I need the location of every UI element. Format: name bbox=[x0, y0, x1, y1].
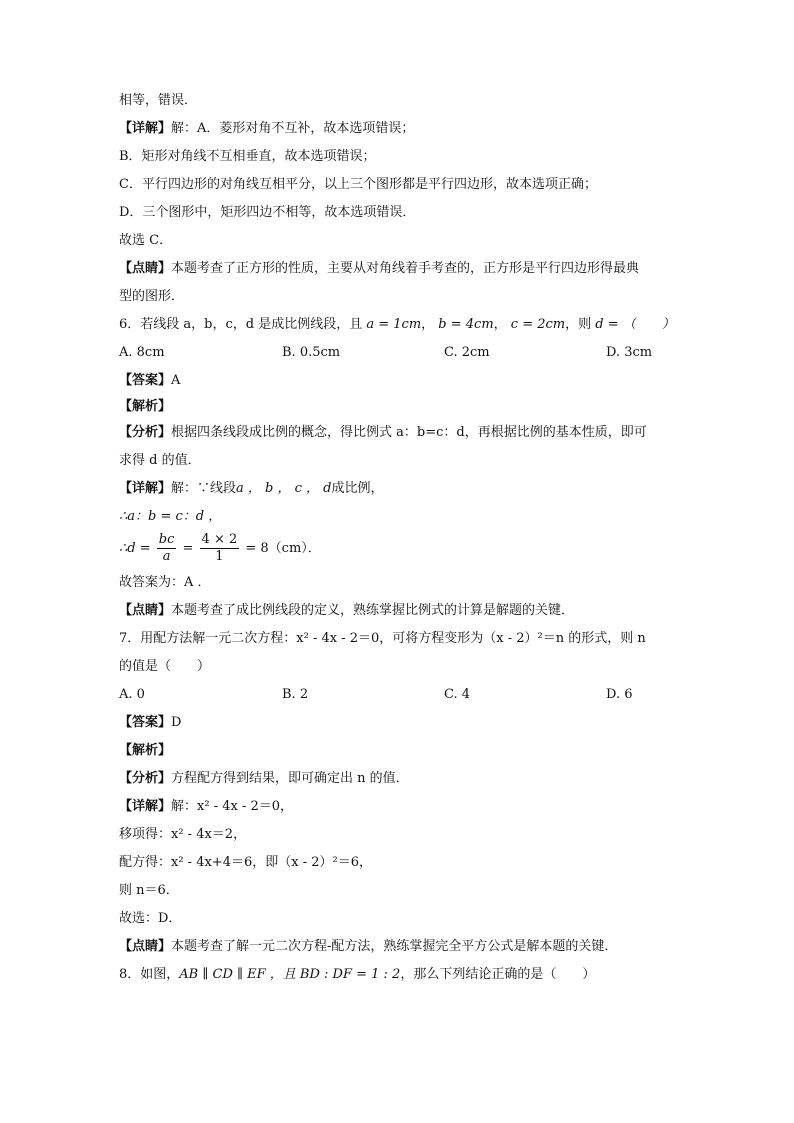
text-line: C．平行四边形的对角线互相平分，以上三个图形都是平行四边形，故本选项正确； bbox=[119, 177, 597, 192]
option-c: C. 2cm bbox=[444, 345, 490, 360]
text-line: 配方得：x² - 4x+4＝6，即（x - 2）²＝6， bbox=[119, 855, 372, 870]
text-line: D．三个图形中，矩形四边不相等，故本选项错误． bbox=[119, 205, 416, 220]
option-b: B. 0.5cm bbox=[282, 345, 341, 360]
option-c: C. 4 bbox=[444, 687, 471, 702]
text-line: 移项得：x² - 4x＝2， bbox=[119, 827, 247, 842]
question-6-stem: 6．若线段 a，b，c，d 是成比例线段，且 a = 1cm， b = 4cm， c = 2cm，则 d = （ ） bbox=[119, 317, 675, 332]
question-7-stem: 的值是（ ） bbox=[119, 659, 211, 674]
text-line: 【详解】解：∵线段a ， b ， c ， d成比例， bbox=[119, 481, 384, 496]
text-line: B．矩形对角线不互相垂直，故本选项错误； bbox=[119, 149, 376, 164]
answer-line: 【答案】D bbox=[119, 715, 182, 730]
text-line: 【点睛】本题考查了成比例线段的定义，熟练掌握比例式的计算是解题的关键． bbox=[119, 603, 575, 618]
answer-line: 【答案】A bbox=[119, 373, 181, 388]
fraction: $\frac{4 \times 2}{1}$ bbox=[201, 532, 238, 564]
text-line: 相等，错误． bbox=[119, 93, 198, 108]
text-line: 则 n＝6． bbox=[119, 883, 179, 898]
text-line: 【点睛】本题考查了正方形的性质，主要从对角线着手考查的，正方形是平行四边形得最典 bbox=[119, 261, 640, 276]
option-d: D. 6 bbox=[606, 687, 633, 702]
text-line: 求得 d 的值． bbox=[119, 453, 201, 468]
analysis-heading: 【解析】 bbox=[119, 743, 172, 758]
text-line: 故选：D． bbox=[119, 911, 182, 926]
text-line: 【分析】方程配方得到结果，即可确定出 n 的值． bbox=[119, 771, 409, 786]
text-line: 【点睛】本题考查了解一元二次方程-配方法，熟练掌握完全平方公式是解本题的关键． bbox=[119, 939, 618, 954]
analysis-heading: 【解析】 bbox=[119, 399, 172, 414]
text-line: 【分析】根据四条线段成比例的概念，得比例式 a：b=c：d，再根据比例的基本性质，即可 bbox=[119, 425, 647, 440]
option-a: A. 8cm bbox=[119, 345, 165, 360]
question-8-stem: 8．如图，AB ∥ CD ∥ EF ，且 BD : DF = 1 : 2，那么下列结论正确的是（ ） bbox=[119, 967, 596, 982]
option-b: B. 2 bbox=[282, 687, 309, 702]
option-a: A. 0 bbox=[119, 687, 145, 702]
text-line: 故答案为：A ． bbox=[119, 575, 211, 590]
text-line: 【详解】解：A．菱形对角不互补，故本选项错误； bbox=[119, 121, 415, 136]
text-line: 【详解】解：x² - 4x - 2＝0， bbox=[119, 799, 294, 814]
fraction: $\frac{bc}{a}$ bbox=[158, 532, 175, 564]
question-7-stem: 7．用配方法解一元二次方程：x² - 4x - 2＝0，可将方程变形为（x - 2）²＝n 的形式，则 n bbox=[119, 631, 646, 646]
option-d: D. 3cm bbox=[606, 345, 653, 360]
ratio-line: ∴a：b = c：d ， bbox=[119, 509, 222, 524]
calc-line: ∴d = $\frac{bc}{a}$ = $\frac{4 \times 2}{1}$ = 8（cm）． bbox=[119, 532, 321, 564]
text-line: 故选 C． bbox=[119, 233, 173, 248]
text-line: 型的图形． bbox=[119, 289, 185, 304]
